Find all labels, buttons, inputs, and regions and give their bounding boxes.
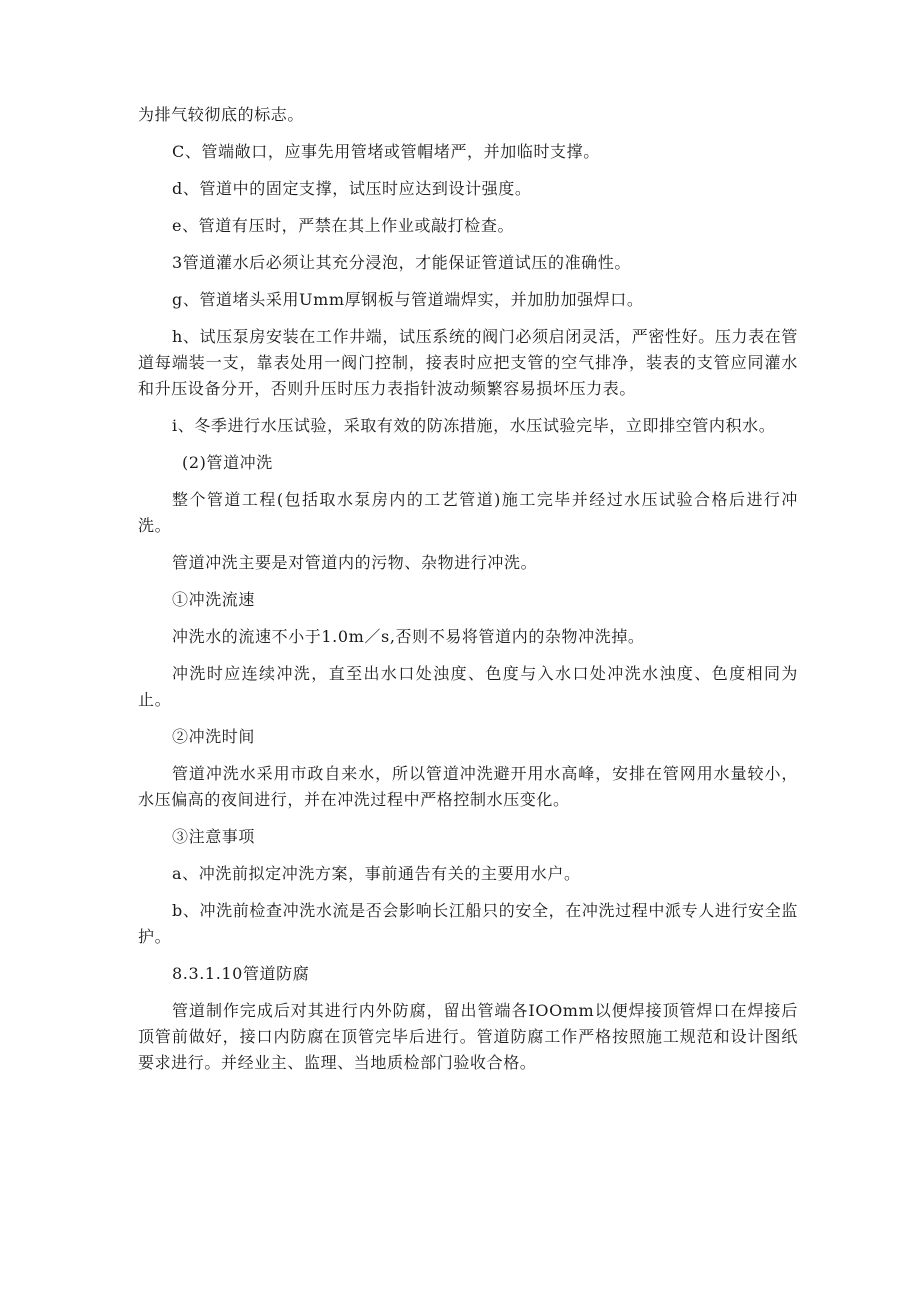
section-heading-pipe-anticorrosion: 8.3.1.10管道防腐 xyxy=(172,964,310,983)
paragraph-flushing-velocity: 冲洗水的流速不小于1.0m／s,否则不易将管道内的杂物冲洗掉。 xyxy=(172,627,645,646)
paragraph-anticorrosion: 管道制作完成后对其进行内外防腐，留出管端各IOOmm以便焊接顶管焊口在焊接后顶管前做好，接口内防腐在顶管完毕后进行。管道防腐工作严格按照施工规范和设计图纸要求进行。并经业主、监理、当地质检部门验收合格。 xyxy=(138,1001,798,1072)
paragraph-item-g: g、管道堵头采用Umm厚钢板与管道端焊实，并加肋加强焊口。 xyxy=(172,290,644,309)
paragraph-continuous-flushing: 冲洗时应连续冲洗，直至出水口处浊度、色度与入水口处冲洗水浊度、色度相同为止。 xyxy=(138,664,798,709)
subheading-flushing-velocity: ①冲洗流速 xyxy=(172,590,256,609)
section-heading-pipe-flushing: (2)管道冲洗 xyxy=(182,453,273,472)
paragraph-item-i: i、冬季进行水压试验，采取有效的防冻措施，水压试验完毕，立即排空管内积水。 xyxy=(172,416,776,435)
subheading-flushing-time: ②冲洗时间 xyxy=(172,727,256,746)
paragraph-precaution-b: b、冲洗前检查冲洗水流是否会影响长江船只的安全，在冲洗过程中派专人进行安全监护。 xyxy=(138,901,798,946)
paragraph-exhaust-mark: 为排气较彻底的标志。 xyxy=(138,105,305,124)
document-body xyxy=(138,102,798,1087)
subheading-precautions: ③注意事项 xyxy=(172,827,256,846)
paragraph-precaution-a: a、冲洗前拟定冲洗方案，事前通告有关的主要用水户。 xyxy=(172,864,581,883)
paragraph-item-c: C、管端敞口，应事先用管堵或管帽堵严，并加临时支撑。 xyxy=(172,142,600,161)
paragraph-flushing-time: 管道冲洗水采用市政自来水，所以管道冲洗避开用水高峰，安排在管网用水量较小，水压偏高的夜间进行，并在冲洗过程中严格控制水压变化。 xyxy=(138,764,798,809)
paragraph-item-h: h、试压泵房安装在工作井端，试压系统的阀门必须启闭灵活，严密性好。压力表在管道每端装一支，靠表处用一阀门控制，接表时应把支管的空气排净，装表的支管应同灌水和升压设备分开，否则升压时压力表指针波动频繁容易损坏压力表。 xyxy=(138,327,798,398)
paragraph-item-3: 3管道灌水后必须让其充分浸泡，才能保证管道试压的准确性。 xyxy=(172,253,631,272)
paragraph-flushing-purpose: 管道冲洗主要是对管道内的污物、杂物进行冲洗。 xyxy=(172,553,538,572)
paragraph-item-d: d、管道中的固定支撑，试压时应达到设计强度。 xyxy=(172,179,532,198)
paragraph-flushing-intro: 整个管道工程(包括取水泵房内的工艺管道)施工完毕并经过水压试验合格后进行冲洗。 xyxy=(138,490,798,535)
paragraph-item-e: e、管道有压时，严禁在其上作业或敲打检查。 xyxy=(172,216,515,235)
